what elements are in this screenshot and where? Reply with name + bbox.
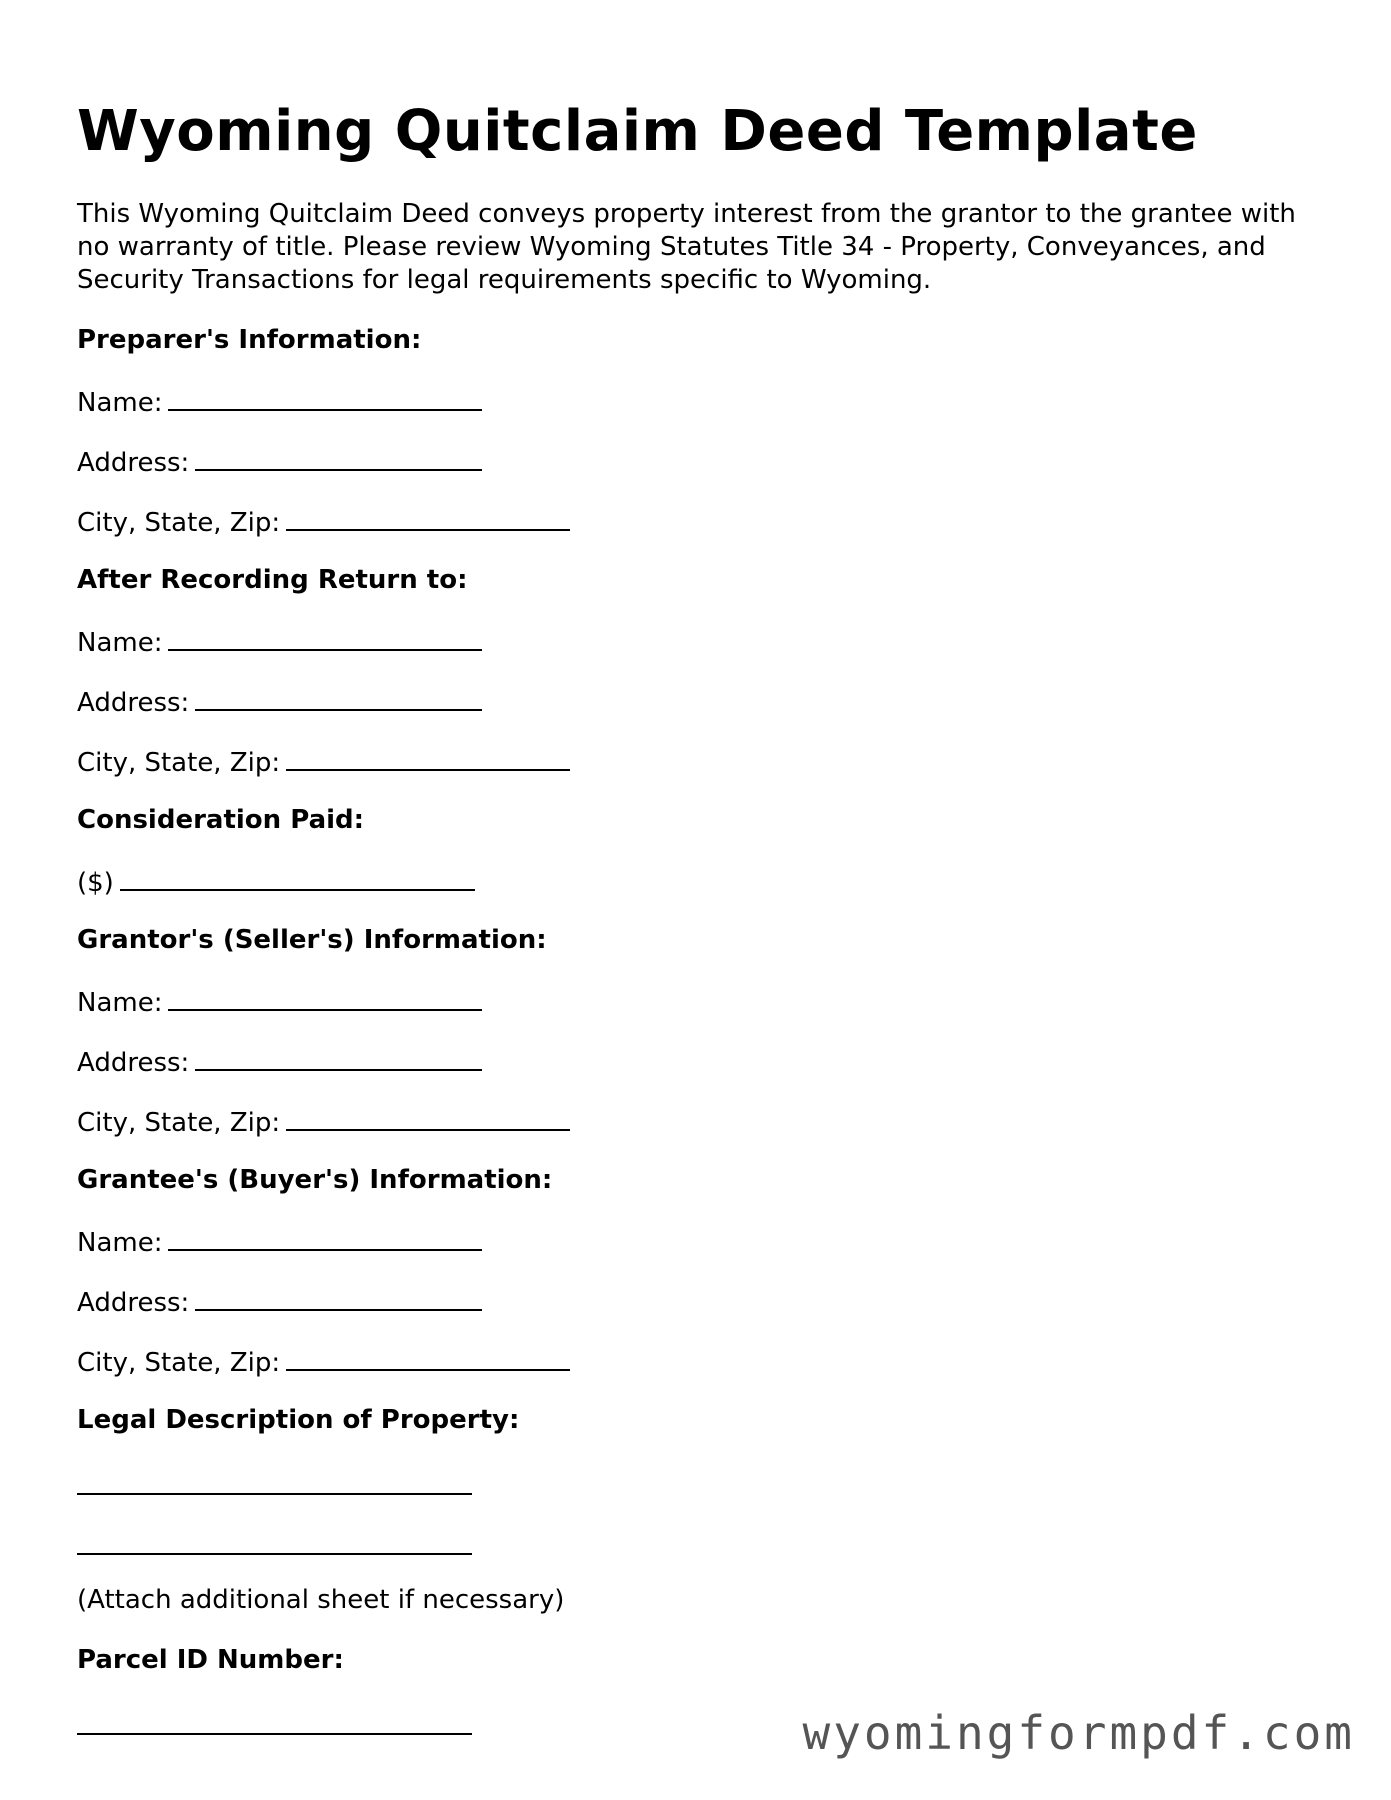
preparer-section [77,323,1317,537]
return-address-field [77,683,1317,717]
grantor-city-input[interactable] [286,1103,570,1131]
watermark: wyomingformpdf.com [802,1706,1355,1760]
preparer-heading: Preparer's Information: [77,325,422,355]
return-name-input[interactable] [168,623,482,651]
consideration-amount-field [77,863,1317,897]
return-address-input[interactable] [195,683,482,711]
legal-description-line-1[interactable] [77,1463,1317,1497]
grantor-name-field [77,983,1317,1017]
grantee-city-input[interactable] [286,1343,570,1371]
grantor-city-field [77,1103,1317,1137]
return-city-input[interactable] [286,743,570,771]
grantee-name-label: Name: [77,1228,163,1258]
grantor-address-input[interactable] [195,1043,482,1071]
consideration-section [77,803,1317,897]
consideration-amount-label: ($) [77,868,114,898]
intro-paragraph: This Wyoming Quitclaim Deed conveys property interest from the grantor to the grantee with no warranty of title. Please review Wyoming Statutes Title 34 - Property, Conveyances, and Security Transactions for legal requirements specific to Wyoming. [77,199,1296,295]
legal-description-line-2[interactable] [77,1523,1317,1557]
return-to-section [77,563,1317,777]
preparer-address-field [77,443,1317,477]
return-name-field [77,623,1317,657]
page-title: Wyoming Quitclaim Deed Template [77,99,1198,164]
grantor-name-label: Name: [77,988,163,1018]
consideration-amount-input[interactable] [120,863,475,891]
grantor-city-label: City, State, Zip: [77,1108,281,1138]
return-name-label: Name: [77,628,163,658]
grantor-section [77,923,1317,1137]
preparer-name-input[interactable] [168,383,482,411]
grantor-heading: Grantor's (Seller's) Information: [77,925,547,955]
preparer-city-input[interactable] [286,503,570,531]
grantor-address-label: Address: [77,1048,190,1078]
blank-rule [77,1733,472,1735]
return-city-label: City, State, Zip: [77,748,281,778]
blank-rule [77,1553,472,1555]
preparer-address-label: Address: [77,448,190,478]
grantee-section [77,1163,1317,1377]
legal-description-note: (Attach additional sheet if necessary) [77,1585,565,1615]
return-to-heading: After Recording Return to: [77,565,468,595]
grantee-city-label: City, State, Zip: [77,1348,281,1378]
grantee-heading: Grantee's (Buyer's) Information: [77,1165,553,1195]
grantee-address-label: Address: [77,1288,190,1318]
grantor-address-field [77,1043,1317,1077]
legal-description-section [77,1403,1317,1617]
preparer-name-label: Name: [77,388,163,418]
grantor-name-input[interactable] [168,983,482,1011]
grantee-name-input[interactable] [168,1223,482,1251]
parcel-heading: Parcel ID Number: [77,1645,344,1675]
return-address-label: Address: [77,688,190,718]
preparer-city-label: City, State, Zip: [77,508,281,538]
grantee-address-field [77,1283,1317,1317]
consideration-heading: Consideration Paid: [77,805,365,835]
blank-rule [77,1493,472,1495]
legal-description-heading: Legal Description of Property: [77,1405,520,1435]
grantee-address-input[interactable] [195,1283,482,1311]
deed-document [77,96,1317,1737]
preparer-name-field [77,383,1317,417]
return-city-field [77,743,1317,777]
preparer-city-field [77,503,1317,537]
preparer-address-input[interactable] [195,443,482,471]
grantee-name-field [77,1223,1317,1257]
grantee-city-field [77,1343,1317,1377]
